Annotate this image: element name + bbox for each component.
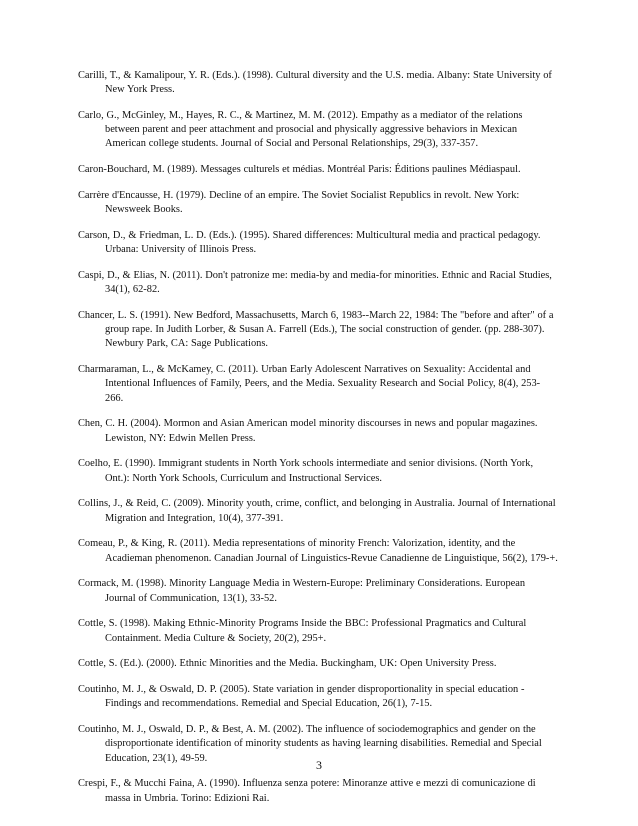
reference-entry: Coutinho, M. J., Oswald, D. P., & Best, A. M. (2002). The influence of sociodemographics and gender on the disproportionate identification of minority students as having learning disabilities. Remedial and Special Education, 23(1), 49-59. xyxy=(78,724,542,764)
reference-entry: Cottle, S. (1998). Making Ethnic-Minority Programs Inside the BBC: Professional Pragmatics and Cultural Containment. Media Culture & Society, 20(2), 295+. xyxy=(78,618,527,644)
reference-entry: Carson, D., & Friedman, L. D. (Eds.). (1995). Shared differences: Multicultural media and practical pedagogy. Urbana: University of Illinois Press. xyxy=(78,230,541,256)
reference-entry: Coutinho, M. J., & Oswald, D. P. (2005). State variation in gender disproportionality in special education - Findings and recommendations. Remedial and Special Education, 26(1), 7-15. xyxy=(78,684,525,710)
reference-entry: Caspi, D., & Elias, N. (2011). Don't patronize me: media-by and media-for minorities. Ethnic and Racial Studies, 34(1), 62-82. xyxy=(78,270,552,296)
reference-list xyxy=(78,69,558,817)
reference-entry: Comeau, P., & King, R. (2011). Media representations of minority French: Valorization, identity, and the Acadieman phenomenon. Canadian Journal of Linguistics-Revue Canadienne de Linguistique, 56(2), 179-+. xyxy=(78,538,558,564)
reference-entry: Charmaraman, L., & McKamey, C. (2011). Urban Early Adolescent Narratives on Sexuality: Accidental and Intentional Influences of Family, Peers, and the Media. Sexuality Research and Social Policy, 8(4), 253-266. xyxy=(78,364,541,404)
reference-entry: Carlo, G., McGinley, M., Hayes, R. C., & Martinez, M. M. (2012). Empathy as a mediator of the relations between parent and peer attachment and prosocial and physically aggressive behaviors in Mexican American college students. Journal of Social and Personal Relationships, 29(3), 337-357. xyxy=(78,110,523,150)
page-number: 3 xyxy=(316,758,322,772)
reference-entry: Caron-Bouchard, M. (1989). Messages culturels et médias. Montréal Paris: Éditions paulines Médiaspaul. xyxy=(78,164,521,176)
reference-entry: Chen, C. H. (2004). Mormon and Asian American model minority discourses in news and popular magazines. Lewiston, NY: Edwin Mellen Press. xyxy=(78,418,538,444)
reference-entry: Cottle, S. (Ed.). (2000). Ethnic Minorities and the Media. Buckingham, UK: Open University Press. xyxy=(78,658,497,670)
reference-entry: Collins, J., & Reid, C. (2009). Minority youth, crime, conflict, and belonging in Australia. Journal of International Migration and Integration, 10(4), 377-391. xyxy=(78,498,556,524)
reference-entry: Carilli, T., & Kamalipour, Y. R. (Eds.). (1998). Cultural diversity and the U.S. media. Albany: State University of New York Press. xyxy=(78,70,552,96)
reference-entry: Carrère d'Encausse, H. (1979). Decline of an empire. The Soviet Socialist Republics in revolt. New York: Newsweek Books. xyxy=(78,190,520,216)
reference-entry: Crespi, F., & Mucchi Faina, A. (1990). Influenza senza potere: Minoranze attive e mezzi di comunicazione di massa in Umbria. Torino: Edizioni Rai. xyxy=(78,778,536,804)
reference-entry: Cormack, M. (1998). Minority Language Media in Western-Europe: Preliminary Considerations. European Journal of Communication, 13(1), 33-52. xyxy=(78,578,526,604)
reference-entry: Coelho, E. (1990). Immigrant students in North York schools intermediate and senior divisions. (North York, Ont.): North York Schools, Curriculum and Instructional Services. xyxy=(78,458,534,484)
reference-entry: Chancer, L. S. (1991). New Bedford, Massachusetts, March 6, 1983--March 22, 1984: The "before and after" of a group rape. In Judith Lorber, & Susan A. Farrell (Eds.), The social construction of gender. (pp. 288-307). Newbury Park, CA: Sage Publications. xyxy=(78,310,554,350)
